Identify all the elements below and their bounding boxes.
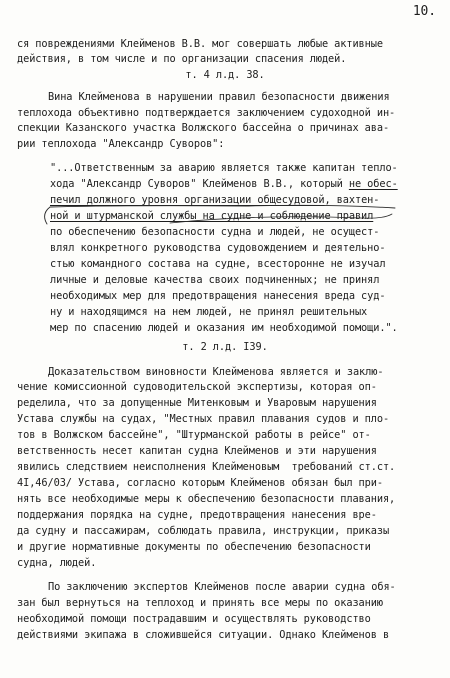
volume-reference: т. 4 л.д. 38. — [185, 69, 265, 81]
paragraph-line: нять все необходимые меры к обеспечению безопасности плавания, — [17, 493, 396, 505]
paragraph-line: чение комиссионной судоводительской экспертизы, которая оп- — [17, 381, 377, 393]
quote-line: печил должного уровня организации общесудовой, вахтен- — [50, 194, 380, 206]
underlined-phrase: печил должного уровня организации общесудовой — [50, 194, 325, 206]
quote-line: ну и находящимся на нем людей, не принял решительных — [50, 306, 368, 318]
paragraph-line: ветственность несет капитан судна Клейменов и эти нарушения — [17, 445, 377, 457]
paragraph-line: теплохода объективно подтверждается заключением судоходной ин- — [17, 107, 396, 119]
paragraph-line: рии теплохода "Александр Суворов": — [17, 138, 225, 150]
paragraph-line: ся повреждениями Клейменов В.В. мог совершать любые активные — [17, 38, 383, 50]
page-number: 10. — [412, 4, 436, 19]
paragraph-line: да судну и пассажирам, соблюдать правила, инструкции, приказы — [17, 525, 390, 537]
paragraph-line: 4I,46/03/ Устава, согласно которым Клейменов обязан был при- — [17, 477, 383, 489]
quote-line: необходимых мер для предотвращения нанесения вреда суд- — [50, 290, 386, 302]
paragraph-line: и другие нормативные документы по обеспечению безопасности — [17, 541, 371, 553]
volume-reference: т. 2 л.д. I39. — [182, 341, 268, 353]
paragraph-line: спекции Казанского участка Волжского бассейна о причинах ава- — [17, 122, 390, 134]
quote-line — [50, 210, 373, 222]
quote-line: хода "Александр Суворов" Клейменов В.В., который не обес- — [50, 178, 398, 190]
paragraph-line: действиями экипажа в сложившейся ситуации. Однако Клейменов в — [17, 629, 390, 641]
paragraph-line: поддержания порядка на судне, предотвращения нанесения вре- — [17, 509, 377, 521]
paragraph-line: По заключению экспертов Клейменов после аварии судна обя- — [48, 581, 396, 593]
underlined-phrase: ной и штурманской службы на судне и соблюдение правил — [50, 210, 374, 222]
paragraph-line: необходимой помощи пострадавшим и осуществлять руководство — [17, 613, 371, 625]
quote-line: "...Ответственным за аварию является также капитан тепло- — [50, 162, 398, 174]
quote-line: стью командного состава на судне, всесторонне не изучал — [50, 258, 386, 270]
quote-line: по обеспечению безопасности судна и людей, не осущест- — [50, 226, 380, 238]
paragraph-line: тов в Волжском бассейне", "Штурманской работы в рейсе" от- — [17, 429, 371, 441]
paragraph-line: ределила, что за допущенные Митенковым и Уваровым нарушения — [17, 397, 377, 409]
paragraph-line: судна, людей. — [17, 557, 97, 569]
paragraph-line: явились следствием неисполнения Клейменовым требований ст.ст. — [17, 461, 396, 473]
paragraph-line: Устава службы на судах, "Местных правил плавания судов и пло- — [17, 413, 390, 425]
paragraph-line: Доказательством виновности Клейменова является и заклю- — [48, 366, 384, 378]
paragraph-line: Вина Клейменова в нарушении правил безопасности движения — [48, 91, 390, 103]
quote-line: влял конкретного руководства судовождением и деятельно- — [50, 242, 386, 254]
paragraph-line: действия, в том числе и по организации спасения людей. — [17, 53, 347, 65]
underlined-phrase: не обес- — [348, 178, 398, 190]
quote-line: мер по спасению людей и оказания им необходимой помощи.". — [50, 322, 398, 334]
paragraph-line: зан был вернуться на теплоход и принять все меры по оказанию — [17, 597, 383, 609]
quote-line: личные и деловые качества своих подчиненных; не принял — [50, 274, 380, 286]
